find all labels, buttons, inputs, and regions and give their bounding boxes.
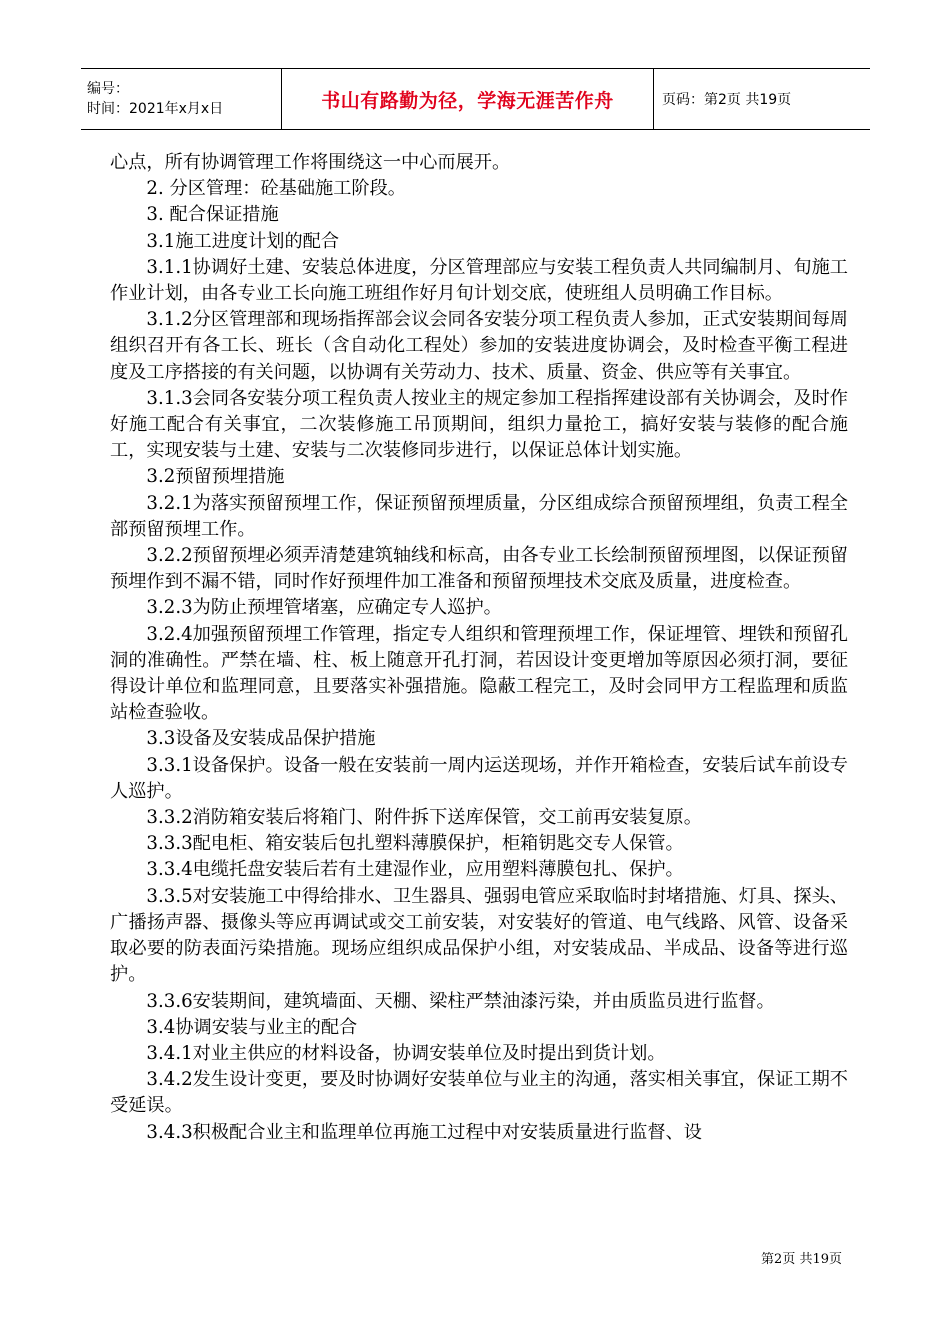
paragraph: 3.3.2消防箱安装后将箱门、附件拆下送库保管，交工前再安装复原。	[146, 807, 702, 829]
paragraph: 3.3.3配电柜、箱安装后包扎塑料薄膜保护，柜箱钥匙交专人保管。	[146, 833, 684, 855]
paragraph: 3.3.6安装期间，建筑墙面、天棚、梁柱严禁油漆污染，并由质监员进行监督。	[146, 990, 775, 1012]
paragraph: 3.3.1设备保护。设备一般在安装前一周内运送现场，并作开箱检查，安装后试车前设专人巡护。	[110, 754, 848, 802]
section-heading: 3.3设备及安装成品保护措施	[146, 728, 376, 750]
page-footer-number: 第2页 共19页	[761, 1252, 842, 1267]
paragraph: 3.3.5对安装施工中得给排水、卫生器具、强弱电管应采取临时封堵措施、灯具、探头、广播扬声器、摄像头等应再调试或交工前安装，对安装好的管道、电气线路、风管、设备采取必要的防表面污染措施。现场应组织成品保护小组，对安装成品、半成品、设备等进行巡护。	[110, 885, 848, 986]
paragraph: 3.2.3为防止预埋管堵塞，应确定专人巡护。	[146, 597, 502, 619]
paragraph: 2. 分区管理：砼基础施工阶段。	[146, 178, 406, 200]
paragraph: 3.1.2分区管理部和现场指挥部会议会同各安装分项工程负责人参加，正式安装期间每周组织召开有各工长、班长（含自动化工程处）参加的安装进度协调会，及时检查平衡工程进度及工序搭接的有关问题，以协调有关劳动力、技术、质量、资金、供应等有关事宜。	[110, 309, 848, 383]
paragraph: 3.2.4加强预留预埋工作管理，指定专人组织和管理预埋工作，保证埋管、埋铁和预留孔洞的准确性。严禁在墙、柱、板上随意开孔打洞，若因设计变更增加等原因必须打洞，要征得设计单位和监理同意，且要落实补强措施。隐蔽工程完工，及时会同甲方工程监理和质监站检查验收。	[110, 623, 848, 724]
section-heading: 3.2预留预埋措施	[146, 466, 285, 488]
paragraph: 3.3.4电缆托盘安装后若有土建湿作业，应用塑料薄膜包扎、保护。	[146, 859, 684, 881]
paragraph: 3.4.3积极配合业主和监理单位再施工过程中对安装质量进行监督、设	[146, 1121, 702, 1143]
paragraph: 心点，所有协调管理工作将围绕这一中心而展开。	[110, 152, 511, 173]
section-heading: 3.1施工进度计划的配合	[146, 230, 340, 252]
header-page-cell	[654, 69, 870, 129]
paragraph: 3.2.2预留预埋必须弄清楚建筑轴线和标高，由各专业工长绘制预留预埋图，以保证预留预埋作到不漏不错，同时作好预埋件加工准备和预留预埋技术交底及质量，进度检查。	[110, 545, 848, 593]
document-date: 时间：2021年x月x日	[87, 101, 224, 117]
header-meta	[81, 69, 281, 129]
paragraph: 3.4.2发生设计变更，要及时协调好安装单位与业主的沟通，落实相关事宜，保证工期不受延误。	[110, 1069, 848, 1117]
paragraph: 3.4.1对业主供应的材料设备，协调安装单位及时提出到货计划。	[146, 1042, 666, 1064]
section-heading: 3. 配合保证措施	[146, 204, 279, 226]
header-page-number: 页码：第2页 共19页	[662, 92, 792, 108]
header-motto-cell	[281, 69, 654, 129]
document-number-label: 编号：	[87, 81, 129, 97]
paragraph: 3.2.1为落实预留预埋工作，保证预留预埋质量，分区组成综合预留预埋组，负责工程全部预留预埋工作。	[110, 492, 848, 540]
document-body	[110, 150, 848, 1146]
header-motto: 书山有路勤为径，学海无涯苦作舟	[321, 89, 614, 112]
section-heading: 3.4协调安装与业主的配合	[146, 1016, 358, 1038]
paragraph: 3.1.1协调好土建、安装总体进度，分区管理部应与安装工程负责人共同编制月、旬施工作业计划，由各专业工长向施工班组作好月旬计划交底，使班组人员明确工作目标。	[110, 256, 848, 305]
paragraph: 3.1.3会同各安装分项工程负责人按业主的规定参加工程指挥建设部有关协调会，及时作好施工配合有关事宜，二次装修施工吊顶期间，组织力量抢工，搞好安装与装修的配合施工，实现安装与土建、安装与二次装修同步进行，以保证总体计划实施。	[110, 387, 848, 462]
page-header	[81, 68, 870, 130]
